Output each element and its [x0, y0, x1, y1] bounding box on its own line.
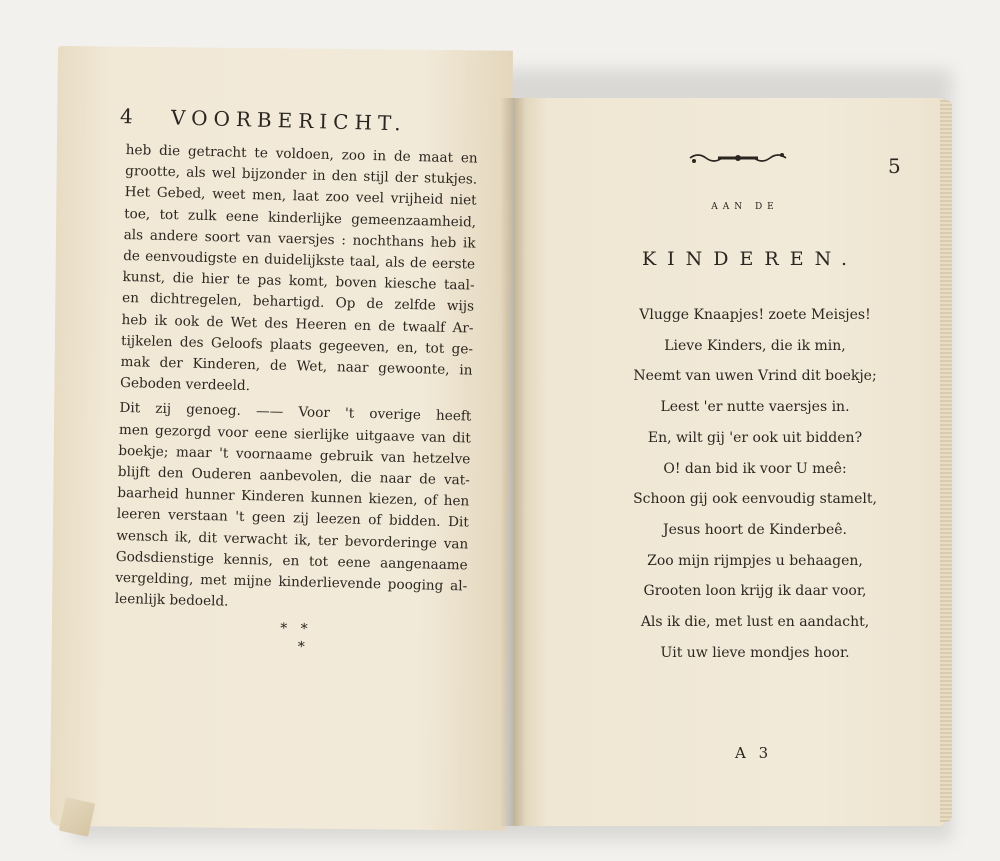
title-small: AAN DE	[711, 202, 779, 212]
text-line: blijft den Ouderen aanbevolen, die naar de vat-	[117, 463, 470, 489]
poem-line: Grooten loon krijg ik daar voor,	[643, 583, 867, 600]
poem-line: O! dan bid ik voor U meê:	[663, 460, 847, 477]
text-line: grootte, als wel bijzonder in den stijl der stukjes.	[125, 163, 478, 188]
page-edges	[940, 100, 952, 822]
text-line: boekje; maar 't voornaame gebruik van hetzelve	[118, 442, 471, 468]
asterism	[280, 620, 308, 657]
poem	[590, 300, 920, 668]
text-line: mak der Kinderen, de Wet, naar gewoonte, in	[120, 353, 473, 379]
text-line: leenlijk bedoeld.	[114, 591, 229, 610]
text-line: baarheid hunner Kinderen kunnen kiezen, of hen	[117, 485, 470, 510]
poem-line: Vlugge Knaapjes! zoete Meisjes!	[639, 307, 871, 323]
ornament-icon	[688, 150, 788, 166]
left-page-body	[115, 140, 478, 619]
book-gutter	[500, 98, 526, 826]
title-big: KINDEREN.	[641, 248, 859, 270]
text-line: Het Gebed, weet men, laat zoo veel vrijheid niet	[124, 184, 477, 209]
paragraph-2	[115, 398, 472, 619]
left-page-title: VOORBERICHT.	[170, 105, 408, 136]
poem-line: Neemt van uwen Vrind dit boekje;	[633, 368, 877, 385]
signature-mark: A 3	[735, 744, 773, 762]
text-line: kunst, die hier te pas komt, boven kiesche taal-	[122, 269, 475, 294]
text-line: als andere soort van vaersjes : nochthans heb ik	[123, 226, 476, 252]
poem-line: Als ik die, met lust en aandacht,	[640, 614, 870, 631]
left-page-number: 4	[119, 104, 134, 129]
text-line: men gezorgd voor eene sierlijke uitgaave van dit	[118, 421, 472, 447]
stars-top: * *	[280, 620, 308, 638]
text-line: leeren verstaan 't geen zij leezen of bidden. Dit	[116, 506, 469, 531]
text-line: de eenvoudigste en duidelijkste taal, als de eerste	[122, 247, 476, 273]
poem-line: Lieve Kinders, die ik min,	[664, 337, 846, 354]
stars-bottom: *	[297, 639, 305, 656]
poem-line: Zoo mijn rijmpjes u behaagen,	[647, 552, 863, 569]
poem-line: En, wilt gij 'er ook uit bidden?	[647, 429, 863, 446]
text-line: Dit zij genoeg. —— Voor 't overige heeft	[119, 400, 472, 425]
poem-line: Leest 'er nutte vaersjes in.	[660, 399, 850, 416]
text-line: heb ik ook de Wet des Heeren en de twaalf Ar-	[121, 311, 474, 337]
poem-line: Jesus hoort de Kinderbeê.	[663, 521, 847, 538]
text-line: wensch ik, dit verwacht ik, ter bevorderinge van	[116, 527, 469, 553]
text-line: Godsdienstige kennis, en tot eene aangenaame	[115, 548, 468, 574]
text-line: toe, tot zulk eene kinderlijke gemeenzaamheid,	[124, 205, 477, 231]
poem-line: Uit uw lieve mondjes hoor.	[660, 644, 850, 661]
text-line: heb die getracht te voldoen, zoo in de maat en	[125, 141, 478, 167]
poem-line: Schoon gij ook eenvoudig stamelt,	[633, 491, 877, 508]
text-line: tijkelen des Geloofs plaats gegeeven, en, tot ge-	[120, 332, 474, 358]
text-line: Geboden verdeeld.	[119, 375, 251, 395]
paragraph-1	[120, 140, 478, 403]
text-line: vergelding, met mijne kinderlievende pooging al-	[115, 569, 468, 595]
right-page-number: 5	[888, 154, 901, 178]
text-line: en dichtregelen, behartigd. Op de zelfde wijs	[121, 290, 475, 315]
